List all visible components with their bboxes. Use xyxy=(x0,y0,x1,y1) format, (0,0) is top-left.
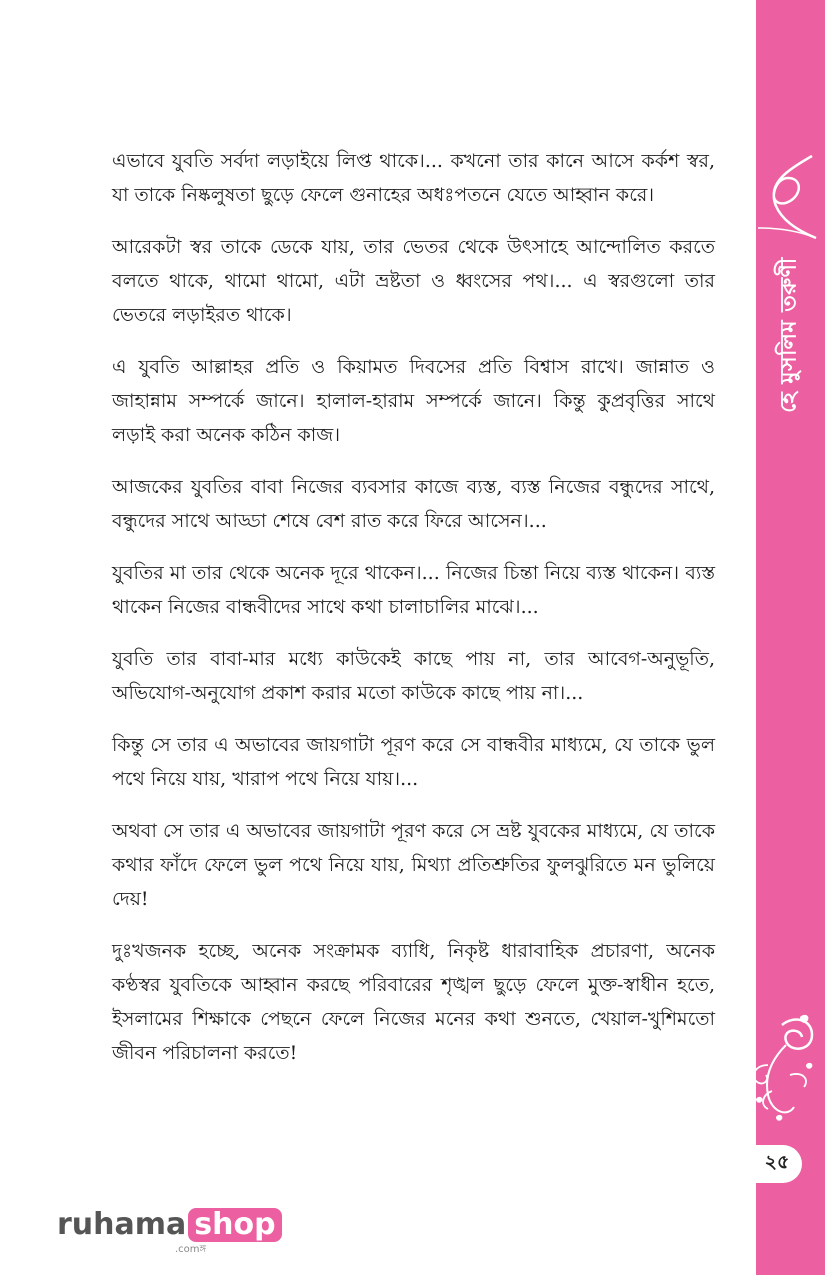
paragraph: কিন্তু সে তার এ অভাবের জায়গাটা পূরণ করে সে বান্ধবীর মাধ্যমে, যে তাকে ভুল পথে নিয়ে যায়, খারাপ পথে নিয়ে যায়।... xyxy=(112,734,715,790)
page-number: ২৫ xyxy=(752,1145,802,1183)
logo-brand-shop: shop xyxy=(188,1208,281,1242)
paragraph: আরেকটা স্বর তাকে ডেকে যায়, তার ভেতর থেকে উৎসাহে আন্দোলিত করতে বলতে থাকে, থামো থামো, এটা ভ্রষ্টতা ও ধ্বংসের পথ।... এ স্বরগুলো তার ভেতরে লড়াইরত থাকে। xyxy=(112,236,715,326)
paragraph: এ যুবতি আল্লাহর প্রতি ও কিয়ামত দিবসের প্রতি বিশ্বাস রাখে। জান্নাত ও জাহান্নাম সম্পর্কে জানে। হালাল-হারাম সম্পর্কে জানে। কিন্তু কুপ্রবৃত্তির সাথে লড়াই করা অনেক কঠিন কাজ। xyxy=(112,356,715,446)
body-text xyxy=(112,144,715,1088)
logo-domain: .comঙ্গ xyxy=(175,1244,207,1255)
ruhamashop-logo xyxy=(57,1207,282,1257)
paragraph: দুঃখজনক হচ্ছে, অনেক সংক্রামক ব্যাধি, নিকৃষ্ট ধারাবাহিক প্রচারণা, অনেক কণ্ঠস্বর যুবতিকে আহ্বান করছে পরিবারের শৃঙ্খল ছুড়ে ফেলে মুক্ত-স্বাধীন হতে, ইসলামের শিক্ষাকে পেছনে ফেলে নিজের মনের কথা শুনতে, খেয়াল-খুশিমতো জীবন পরিচালনা করতে! xyxy=(112,940,715,1064)
book-page: হে মুসলিম তরুণী ২৫ এভাবে যুবতি সর্বদা লড়াইয়ে লিপ্ত থাকে।... কখনো তার কানে আসে কর্কশ স্বর, যা তাকে নিষ্কলুষতা ছুড়ে ফেলে গুনাহের অধঃপতনে যেতে আহ্বান করে। আরেকটা স্বর তাকে ডেকে যায়, তার ভেতর থেকে উৎসাহে আন্দোলিত করতে বলতে থাকে, থামো থামো, এটা ভ্রষ্টতা ও ধ্বংসের পথ।... এ স্বরগুলো তার ভেতরে লড়াইরত থাকে। এ যুবতি আল্লাহর প্রতি ও কিয়ামত দিবসের প্রতি বিশ্বাস রাখে। জান্নাত ও জাহান্নাম সম্পর্কে জানে। হালাল-হারাম সম্পর্কে জানে। কিন্তু কুপ্রবৃত্তির সাথে লড়াই করা অনেক কঠিন কাজ। আজকের যুবতির বাবা নিজের ব্যবসার কাজে ব্যস্ত, ব্যস্ত নিজের বন্ধুদের সাথে, বন্ধুদের সাথে আড্ডা শেষে বেশ রাত করে ফিরে আসেন।... যুবতির মা তার থেকে অনেক দূরে থাকেন।... নিজের চিন্তা নিয়ে ব্যস্ত থাকেন। ব্যস্ত থাকেন নিজের বান্ধবীদের সাথে কথা চালাচালির মাঝে।... যুবতি তার বাবা-মার মধ্যে কাউকেই কাছে পায় না, তার আবেগ-অনুভূতি, অভিযোগ-অনুযোগ প্রকাশ করার মতো কাউকে কাছে পায় না।... কিন্তু সে তার এ অভাবের জায়গাটা পূরণ করে সে বান্ধবীর মাধ্যমে, যে তাকে ভুল পথে নিয়ে যায়, খারাপ পথে নিয়ে যায়।... অথবা সে তার এ অভাবের জায়গাটা পূরণ করে সে ভ্রষ্ট যুবকের মাধ্যমে, যে তাকে কথার ফাঁদে ফেলে ভুল পথে নিয়ে যায়, মিথ্যা প্রতিশ্রুতির ফুলঝুরিতে মন ভুলিয়ে দেয়! দুঃখজনক হচ্ছে, অনেক সংক্রামক ব্যাধি, নিকৃষ্ট ধারাবাহিক প্রচারণা, অনেক কণ্ঠস্বর যুবতিকে আহ্বান করছে পরিবারের শৃঙ্খল ছুড়ে ফেলে মুক্ত-স্বাধীন হতে, ইসলামের শিক্ষাকে পেছনে ফেলে নিজের মনের কথা শুনতে, খেয়াল-খুশিমতো জীবন পরিচালনা করতে! ruhama shop .comঙ্গ xyxy=(0,0,825,1275)
heart-outline-icon xyxy=(756,150,825,250)
logo-brand-main: ruhama xyxy=(57,1207,187,1242)
paragraph: এভাবে যুবতি সর্বদা লড়াইয়ে লিপ্ত থাকে।... কখনো তার কানে আসে কর্কশ স্বর, যা তাকে নিষ্কলুষতা ছুড়ে ফেলে গুনাহের অধঃপতনে যেতে আহ্বান করে। xyxy=(112,150,715,206)
paragraph: যুবতির মা তার থেকে অনেক দূরে থাকেন।... নিজের চিন্তা নিয়ে ব্যস্ত থাকেন। ব্যস্ত থাকেন নিজের বান্ধবীদের সাথে কথা চালাচালির মাঝে।... xyxy=(112,562,715,618)
paragraph: আজকের যুবতির বাবা নিজের ব্যবসার কাজে ব্যস্ত, ব্যস্ত নিজের বন্ধুদের সাথে, বন্ধুদের সাথে আড্ডা শেষে বেশ রাত করে ফিরে আসেন।... xyxy=(112,476,715,532)
floral-swirl-icon xyxy=(742,1005,825,1135)
paragraph: অথবা সে তার এ অভাবের জায়গাটা পূরণ করে সে ভ্রষ্ট যুবকের মাধ্যমে, যে তাকে কথার ফাঁদে ফেলে ভুল পথে নিয়ে যায়, মিথ্যা প্রতিশ্রুতির ফুলঝুরিতে মন ভুলিয়ে দেয়! xyxy=(112,820,715,910)
paragraph: যুবতি তার বাবা-মার মধ্যে কাউকেই কাছে পায় না, তার আবেগ-অনুভূতি, অভিযোগ-অনুযোগ প্রকাশ করার মতো কাউকে কাছে পায় না।... xyxy=(112,648,715,704)
